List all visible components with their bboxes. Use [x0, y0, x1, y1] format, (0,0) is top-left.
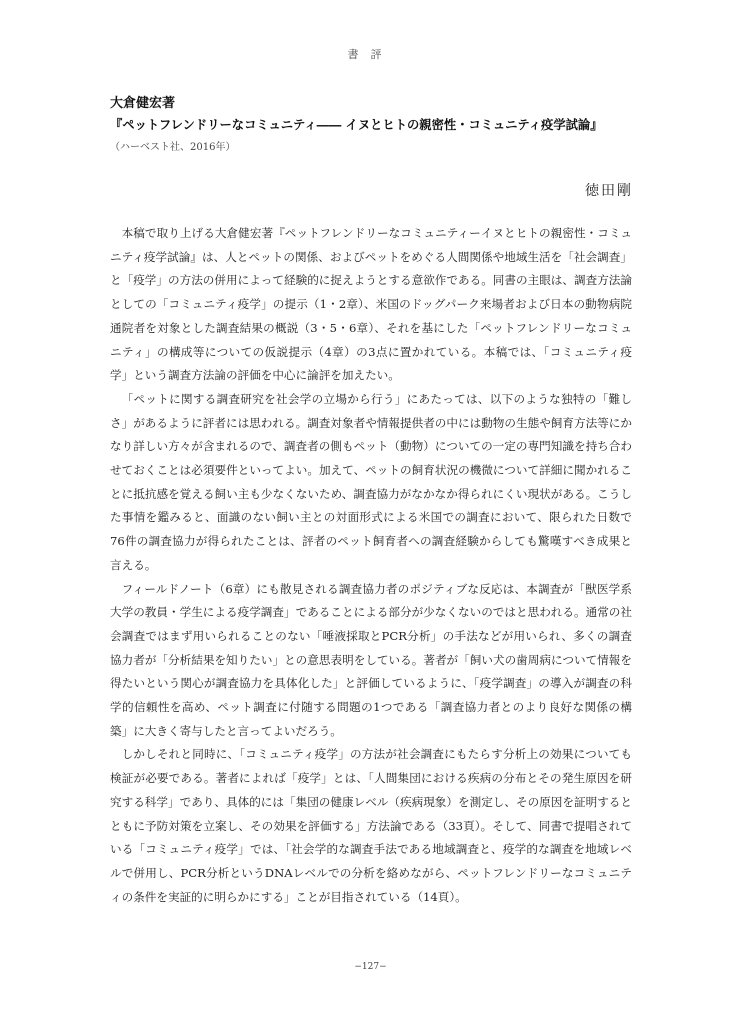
paragraph: フィールドノート（6章）にも散見される調査協力者のポジティブな反応は、本調査が「獣医学系大学の教員・学生による疫学調査」であることによる部分が少なくないのではと思われる。通常の社会調査ではまず用いられることのない「唾液採取とPCR分析」の手法などが用いられ、多くの調査協力者が「分析結果を知りたい」との意思表明をしている。著者が「飼い犬の歯周病について情報を得たいという関心が調査協力を具体化した」と評価しているように、「疫学調査」の導入が調査の科学的信頼性を高め、ペット調査に付随する問題の1つである「調査協力者とのより良好な関係の構築」に大きく寄与したと言ってよいだろう。 — [110, 581, 632, 738]
book-publisher: （ハーベスト社、2016年） — [110, 142, 236, 153]
reviewer-name: 徳田剛 — [585, 183, 633, 199]
paragraph: しかしそれと同時に、「コミュニティ疫学」の方法が社会調査にもたらす分析上の効果についても検証が必要である。著者によれば「疫学」とは、「人間集団における疾病の分布とその発生原因を研究する科学」であり、具体的には「集団の健康レベル（疾病現象）を測定し、その原因を証明するとともに予防対策を立案し、その効果を評価する」方法論である（33頁）。そして、同書で提唱されている「コミュニティ疫学」では、「社会学的な調査手法である地域調査と、疫学的な調査を地域レベルで併用し、PCR分析というDNAレベルでの分析を絡めながら、ペットフレンドリーなコミュニティの条件を実証的に明らかにする」ことが目指されている（14頁）。 — [110, 747, 632, 904]
book-title: 『ペットフレンドリーなコミュニティ―― イヌとヒトの親密性・コミュニティ疫学試論』 — [110, 117, 603, 132]
book-author: 大倉健宏著 — [110, 96, 176, 111]
review-body — [110, 222, 632, 909]
section-header: 書評 — [347, 48, 394, 61]
paragraph: 本稿で取り上げる大倉健宏著『ペットフレンドリーなコミュニティーイヌとヒトの親密性・コミュニティ疫学試論』は、人とペットの関係、およびペットをめぐる人間関係や地域生活を「社会調査」と「疫学」の方法の併用によって経験的に捉えようとする意欲作である。同書の主眼は、調査方法論としての「コミュニティ疫学」の提示（1・2章）、米国のドッグパーク来場者および日本の動物病院通院者を対象とした調査結果の概説（3・5・6章）、それを基にした「ペットフレンドリーなコミュニティ」の構成等についての仮説提示（4章）の3点に置かれている。本稿では、「コミュニティ疫学」という調査方法論の評価を中心に論評を加えたい。 — [110, 226, 632, 383]
page-number: −127− — [354, 962, 387, 972]
paragraph: 「ペットに関する調査研究を社会学の立場から行う」にあたっては、以下のような独特の「難しさ」があるように評者には思われる。調査対象者や情報提供者の中には動物の生態や飼育方法等にかなり詳しい方々が含まれるので、調査者の側もペット（動物）についての一定の専門知識を持ち合わせておくことは必須要件といってよい。加えて、ペットの飼育状況の機微について詳細に聞かれることに抵抗感を覚える飼い主も少なくないため、調査協力がなかなか得られにくい現状がある。こうした事情を鑑みると、面識のない飼い主との対面形式による米国での調査において、限られた日数で76件の調査協力が得られたことは、評者のペット飼育者への調査経験からしても驚嘆すべき成果と言える。 — [110, 391, 632, 572]
